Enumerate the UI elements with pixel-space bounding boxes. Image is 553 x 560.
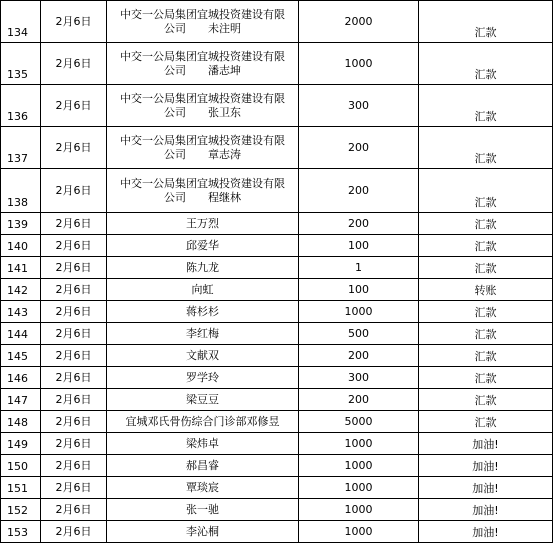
note-cell: 汇款	[419, 389, 553, 411]
date-cell: 2月6日	[41, 521, 107, 543]
table-row	[1, 389, 553, 411]
contact-person: 张卫东	[208, 105, 241, 119]
date-cell: 2月6日	[41, 367, 107, 389]
amount-cell: 100	[299, 235, 419, 257]
donor-cell: 邱爱华	[107, 235, 299, 257]
amount-cell: 300	[299, 367, 419, 389]
donor-cell: 向虹	[107, 279, 299, 301]
donor-cell	[107, 1, 299, 43]
row-number-cell: 142	[1, 279, 41, 301]
contact-person: 未注明	[208, 21, 241, 35]
date-cell: 2月6日	[41, 235, 107, 257]
amount-cell: 200	[299, 389, 419, 411]
table-row	[1, 235, 553, 257]
date-cell: 2月6日	[41, 411, 107, 433]
table-row	[1, 323, 553, 345]
table-row	[1, 279, 553, 301]
date-cell: 2月6日	[41, 169, 107, 213]
table-row	[1, 345, 553, 367]
note-cell: 汇款	[419, 345, 553, 367]
company-suffix: 公司	[164, 190, 186, 204]
company-name-line2	[109, 22, 296, 36]
amount-cell: 1000	[299, 477, 419, 499]
amount-cell: 1	[299, 257, 419, 279]
date-cell: 2月6日	[41, 279, 107, 301]
date-cell: 2月6日	[41, 85, 107, 127]
date-cell: 2月6日	[41, 389, 107, 411]
table-row	[1, 367, 553, 389]
row-number-cell: 151	[1, 477, 41, 499]
note-cell: 汇款	[419, 235, 553, 257]
note-cell: 汇款	[419, 411, 553, 433]
amount-cell: 200	[299, 127, 419, 169]
note-cell: 汇款	[419, 1, 553, 43]
amount-cell: 1000	[299, 455, 419, 477]
table-row	[1, 455, 553, 477]
company-name: 中交一公局集团宜城投资建设有限	[120, 49, 285, 63]
date-cell: 2月6日	[41, 477, 107, 499]
row-number-cell: 136	[1, 85, 41, 127]
donor-cell: 王万烈	[107, 213, 299, 235]
company-name-line2	[109, 64, 296, 78]
note-cell: 加油!	[419, 521, 553, 543]
row-number-cell: 140	[1, 235, 41, 257]
donor-cell: 李沁桐	[107, 521, 299, 543]
contact-person: 程继林	[208, 190, 241, 204]
note-cell: 加油!	[419, 455, 553, 477]
table-row	[1, 43, 553, 85]
table-row	[1, 433, 553, 455]
table-row	[1, 411, 553, 433]
note-cell: 汇款	[419, 43, 553, 85]
table-row	[1, 301, 553, 323]
company-suffix: 公司	[164, 21, 186, 35]
donor-cell: 宜城邓氏骨伤综合门诊部邓修昱	[107, 411, 299, 433]
table-row	[1, 85, 553, 127]
company-name: 中交一公局集团宜城投资建设有限	[120, 133, 285, 147]
amount-cell: 1000	[299, 301, 419, 323]
table-row	[1, 477, 553, 499]
amount-cell: 1000	[299, 43, 419, 85]
amount-cell: 200	[299, 345, 419, 367]
date-cell: 2月6日	[41, 499, 107, 521]
date-cell: 2月6日	[41, 127, 107, 169]
note-cell: 转账	[419, 279, 553, 301]
date-cell: 2月6日	[41, 345, 107, 367]
donor-cell: 覃琰宸	[107, 477, 299, 499]
row-number-cell: 149	[1, 433, 41, 455]
donor-cell	[107, 127, 299, 169]
row-number-cell: 137	[1, 127, 41, 169]
table-row	[1, 213, 553, 235]
row-number-cell: 153	[1, 521, 41, 543]
table-row	[1, 169, 553, 213]
note-cell: 汇款	[419, 169, 553, 213]
row-number-cell: 152	[1, 499, 41, 521]
table-row	[1, 1, 553, 43]
note-cell: 加油!	[419, 433, 553, 455]
note-cell: 加油!	[419, 499, 553, 521]
date-cell: 2月6日	[41, 43, 107, 85]
note-cell: 汇款	[419, 257, 553, 279]
amount-cell: 200	[299, 169, 419, 213]
donation-table-body	[1, 1, 553, 543]
amount-cell: 5000	[299, 411, 419, 433]
amount-cell: 2000	[299, 1, 419, 43]
table-row	[1, 127, 553, 169]
amount-cell: 100	[299, 279, 419, 301]
company-name: 中交一公局集团宜城投资建设有限	[120, 176, 285, 190]
date-cell: 2月6日	[41, 301, 107, 323]
date-cell: 2月6日	[41, 213, 107, 235]
donor-cell: 罗学玲	[107, 367, 299, 389]
company-name-line2	[109, 106, 296, 120]
donor-cell: 文献双	[107, 345, 299, 367]
note-cell: 汇款	[419, 127, 553, 169]
date-cell: 2月6日	[41, 257, 107, 279]
row-number-cell: 138	[1, 169, 41, 213]
company-suffix: 公司	[164, 105, 186, 119]
amount-cell: 1000	[299, 499, 419, 521]
date-cell: 2月6日	[41, 323, 107, 345]
company-name: 中交一公局集团宜城投资建设有限	[120, 91, 285, 105]
row-number-cell: 145	[1, 345, 41, 367]
date-cell: 2月6日	[41, 1, 107, 43]
table-row	[1, 499, 553, 521]
note-cell: 汇款	[419, 85, 553, 127]
contact-person: 潘志坤	[208, 63, 241, 77]
donor-cell	[107, 169, 299, 213]
amount-cell: 300	[299, 85, 419, 127]
row-number-cell: 143	[1, 301, 41, 323]
date-cell: 2月6日	[41, 455, 107, 477]
company-suffix: 公司	[164, 147, 186, 161]
donor-cell: 梁豆豆	[107, 389, 299, 411]
amount-cell: 500	[299, 323, 419, 345]
note-cell: 汇款	[419, 367, 553, 389]
company-suffix: 公司	[164, 63, 186, 77]
note-cell: 汇款	[419, 213, 553, 235]
row-number-cell: 144	[1, 323, 41, 345]
date-cell: 2月6日	[41, 433, 107, 455]
donor-cell: 陈九龙	[107, 257, 299, 279]
donor-cell: 郝昌睿	[107, 455, 299, 477]
contact-person: 章志涛	[208, 147, 241, 161]
donor-cell: 李红梅	[107, 323, 299, 345]
donor-cell	[107, 85, 299, 127]
donor-cell: 梁炜卓	[107, 433, 299, 455]
row-number-cell: 146	[1, 367, 41, 389]
donor-cell: 蒋杉杉	[107, 301, 299, 323]
row-number-cell: 139	[1, 213, 41, 235]
note-cell: 加油!	[419, 477, 553, 499]
row-number-cell: 150	[1, 455, 41, 477]
row-number-cell: 134	[1, 1, 41, 43]
row-number-cell: 147	[1, 389, 41, 411]
amount-cell: 200	[299, 213, 419, 235]
row-number-cell: 148	[1, 411, 41, 433]
note-cell: 汇款	[419, 323, 553, 345]
amount-cell: 1000	[299, 521, 419, 543]
donor-cell	[107, 43, 299, 85]
row-number-cell: 141	[1, 257, 41, 279]
company-name: 中交一公局集团宜城投资建设有限	[120, 7, 285, 21]
table-row	[1, 257, 553, 279]
donor-cell: 张一驰	[107, 499, 299, 521]
company-name-line2	[109, 191, 296, 205]
amount-cell: 1000	[299, 433, 419, 455]
row-number-cell: 135	[1, 43, 41, 85]
note-cell: 汇款	[419, 301, 553, 323]
company-name-line2	[109, 148, 296, 162]
table-row	[1, 521, 553, 543]
